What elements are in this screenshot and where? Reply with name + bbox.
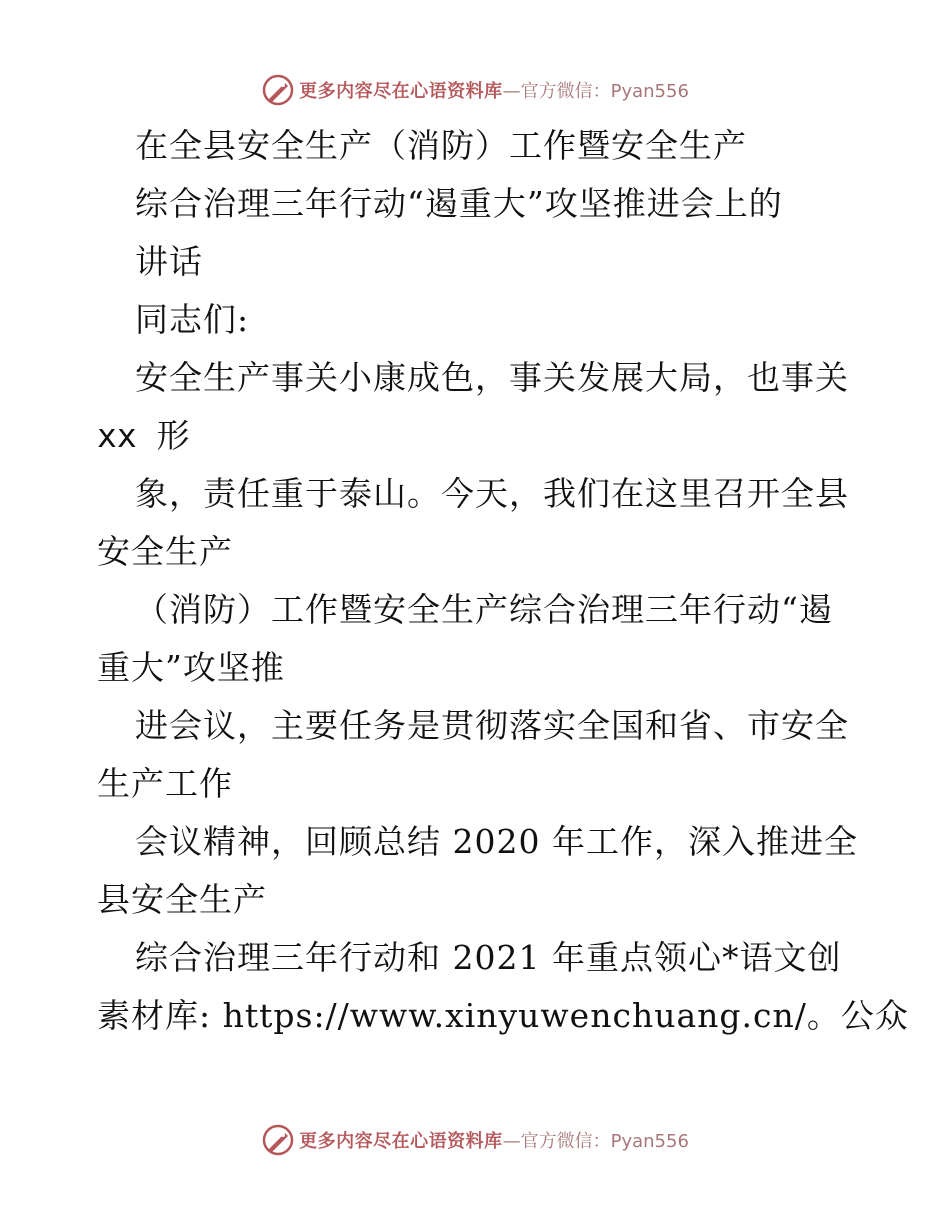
paragraph-line: xx 形: [97, 416, 190, 455]
paragraph-line: 会议精神，回顾总结 2020 年工作，深入推进全: [135, 822, 858, 861]
paragraph-line: 进会议，主要任务是贯彻落实全国和省、市安全: [135, 706, 849, 745]
header-watermark: [0, 70, 950, 110]
title-line-2: 综合治理三年行动“遏重大”攻坚推进会上的: [135, 184, 783, 223]
banner-wechat: —官方微信：Pyan556: [502, 81, 689, 102]
footer-watermark: [0, 1120, 950, 1160]
paragraph-line: 生产工作: [97, 764, 233, 803]
banner-wechat: —官方微信：Pyan556: [502, 1131, 689, 1152]
paragraph-line: 安全生产事关小康成色，事关发展大局，也事关: [135, 358, 849, 397]
title-line-3: 讲话: [135, 242, 203, 281]
paragraph-line: 素材库: https://www.xinyuwenchuang.cn/。公众: [97, 996, 909, 1035]
pen-logo-icon: [261, 73, 295, 107]
title-line-1: 在全县安全生产（消防）工作暨安全生产: [135, 126, 747, 165]
paragraph-line: 安全生产: [97, 532, 233, 571]
paragraph-line: 综合治理三年行动和 2021 年重点领心*语文创: [135, 938, 842, 977]
salutation: 同志们:: [135, 300, 250, 339]
paragraph-line: （消防）工作暨安全生产综合治理三年行动“遏: [135, 590, 833, 629]
paragraph-line: 象，责任重于泰山。今天，我们在这里召开全县: [135, 474, 849, 513]
pen-logo-icon: [261, 1123, 295, 1157]
paragraph-line: 重大”攻坚推: [97, 648, 285, 687]
banner-title: 更多内容尽在心语资料库: [299, 1131, 503, 1152]
paragraph-line: 县安全生产: [97, 880, 267, 919]
document-body: [97, 117, 909, 1045]
banner-title: 更多内容尽在心语资料库: [299, 81, 503, 102]
